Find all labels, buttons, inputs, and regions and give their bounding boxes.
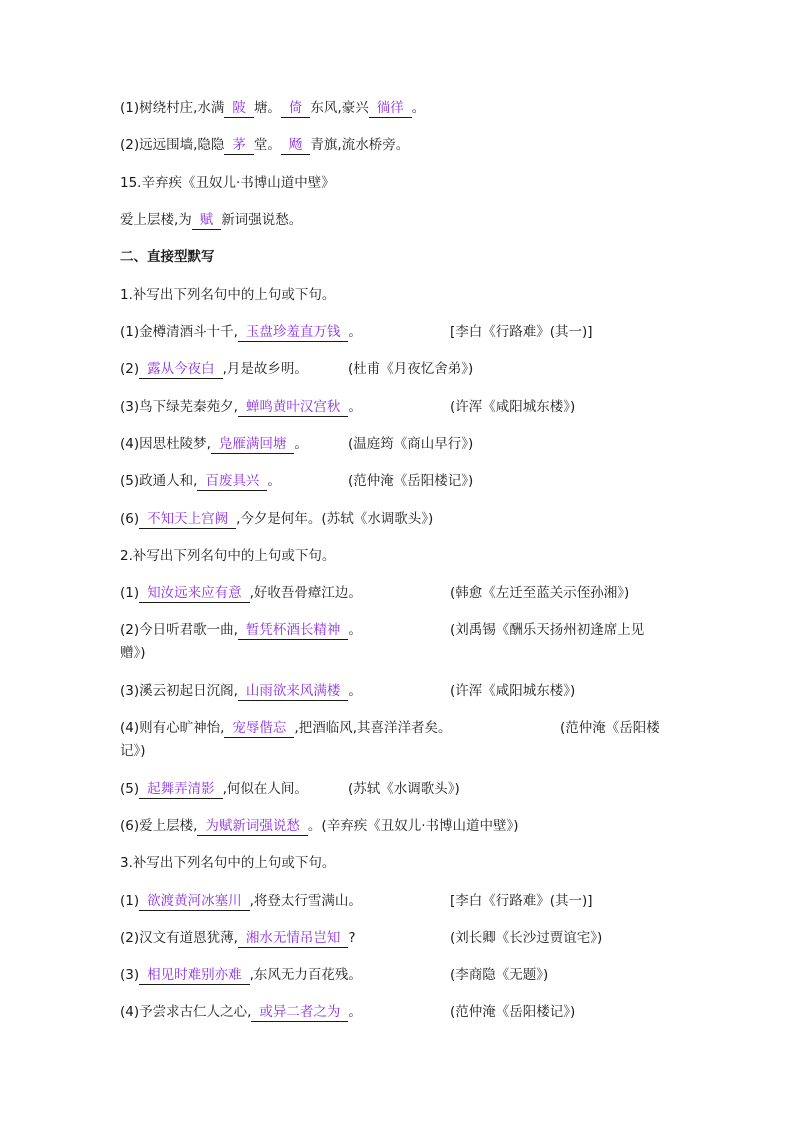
text: 东风,豪兴 — [310, 100, 369, 116]
source-citation: (温庭筠《商山早行》) — [348, 436, 474, 452]
question-title: 2.补写出下列名句中的上句或下句。 — [120, 548, 336, 564]
source-citation: (范仲淹《岳阳楼 — [560, 720, 660, 736]
answer-blank: 蝉鸣黄叶汉宫秋 — [238, 398, 349, 417]
source-citation: (许浑《咸阳城东楼》) — [450, 399, 576, 415]
question-item — [120, 321, 680, 343]
section-heading: 二、直接型默写 — [120, 249, 215, 265]
text: ,今夕是何年。 — [236, 511, 322, 527]
answer-blank: 凫雁满回塘 — [211, 435, 295, 454]
text: (5)政通人和, — [120, 473, 198, 489]
question-item — [120, 927, 680, 949]
text: 新词强说愁。 — [221, 212, 303, 228]
source-citation: (杜甫《月夜忆舍弟》) — [348, 361, 474, 377]
answer-blank: 露从今夜白 — [139, 360, 223, 379]
poem-line-3 — [120, 209, 680, 231]
answer-blank: 飏 — [281, 136, 311, 155]
answer-blank: 倚 — [281, 99, 311, 118]
question-item-continued: 赠》) — [120, 645, 146, 661]
text: 爱上层楼,为 — [120, 212, 192, 228]
question-title: 1.补写出下列名句中的上句或下句。 — [120, 287, 336, 303]
text: (2) — [120, 361, 140, 377]
answer-blank: 起舞弄清影 — [139, 780, 223, 799]
question-item — [120, 508, 680, 530]
answer-blank: 赋 — [192, 211, 222, 230]
question-item — [120, 396, 680, 418]
answer-blank: 陂 — [224, 99, 254, 118]
text: (6)爱上层楼, — [120, 818, 198, 834]
source-citation: (刘禹锡《酬乐天扬州初逢席上见 — [450, 622, 645, 638]
text: 。 — [348, 1004, 362, 1020]
text: 。 — [348, 622, 362, 638]
source-citation: (许浑《咸阳城东楼》) — [450, 683, 576, 699]
text: (6) — [120, 511, 140, 527]
source-citation: [李白《行路难》(其一)] — [450, 893, 593, 909]
text: ,东风无力百花残。 — [249, 967, 362, 983]
poem-line-1 — [120, 97, 680, 119]
text: (1) — [120, 893, 140, 909]
answer-blank: 知汝远来应有意 — [139, 584, 250, 603]
answer-blank: 为赋新词强说愁 — [197, 817, 308, 836]
text: (2)今日听君歌一曲, — [120, 622, 238, 638]
text: (1)树绕村庄,水满 — [120, 100, 225, 116]
text: 。 — [307, 818, 322, 834]
question-item — [120, 890, 680, 912]
question-item — [120, 778, 680, 800]
answer-blank: 茅 — [224, 136, 254, 155]
answer-blank: 玉盘珍羞直万钱 — [238, 323, 349, 342]
question-item — [120, 1001, 680, 1023]
text: ,何似在人间。 — [222, 781, 308, 797]
text: 青旗,流水桥旁。 — [310, 137, 410, 153]
source-citation: [李白《行路难》(其一)] — [450, 324, 593, 340]
question-item — [120, 717, 680, 739]
source-citation: (韩愈《左迁至蓝关示侄孙湘》) — [450, 585, 630, 601]
text: (4)予尝求古仁人之心, — [120, 1004, 252, 1020]
answer-blank: 宠辱偕忘 — [224, 719, 294, 738]
question-item — [120, 964, 680, 986]
question-item — [120, 433, 680, 455]
question-title: 3.补写出下列名句中的上句或下句。 — [120, 855, 336, 871]
answer-blank: 不知天上宫阙 — [139, 510, 236, 529]
text: 塘。 — [253, 100, 281, 116]
text: (3) — [120, 967, 140, 983]
text: 堂。 — [253, 137, 281, 153]
text: (3)溪云初起日沉阁, — [120, 683, 238, 699]
text: 。 — [411, 100, 426, 116]
question-item — [120, 619, 680, 641]
question-item — [120, 680, 680, 702]
text: (3)鸟下绿芜秦苑夕, — [120, 399, 238, 415]
text: 。 — [267, 473, 281, 489]
text: (1)金樽清酒斗十千, — [120, 324, 238, 340]
answer-blank: 欲渡黄河冰塞川 — [139, 892, 250, 911]
poem-title-15: 15.辛弃疾《丑奴儿·书博山道中壁》 — [120, 175, 335, 191]
question-item-continued: 记》) — [120, 743, 146, 759]
answer-blank: 百废具兴 — [197, 472, 267, 491]
text: 。 — [348, 683, 362, 699]
text: 。 — [348, 399, 362, 415]
source-citation: (李商隐《无题》) — [450, 967, 549, 983]
answer-blank: 暂凭杯酒长精神 — [238, 621, 349, 640]
source-citation: (刘长卿《长沙过贾谊宅》) — [450, 930, 603, 946]
text: (5) — [120, 781, 140, 797]
text: (4)则有心旷神怡, — [120, 720, 225, 736]
text: ? — [348, 930, 356, 946]
source-citation: (辛弃疾《丑奴儿·书博山道中壁》) — [321, 818, 519, 834]
source-citation: (范仲淹《岳阳楼记》) — [348, 473, 474, 489]
answer-blank: 徜徉 — [369, 99, 412, 118]
text: ,将登太行雪满山。 — [249, 893, 362, 909]
text: 。 — [294, 436, 308, 452]
text: ,好收吾骨瘴江边。 — [249, 585, 362, 601]
answer-blank: 湘水无情吊岂知 — [238, 929, 349, 948]
poem-line-2 — [120, 134, 680, 156]
text: (1) — [120, 585, 140, 601]
source-citation: (范仲淹《岳阳楼记》) — [450, 1004, 576, 1020]
source-citation: (苏轼《水调歌头》) — [321, 511, 434, 527]
answer-blank: 相见时难别亦难 — [139, 966, 250, 985]
answer-blank: 或异二者之为 — [251, 1003, 348, 1022]
text: (4)因思杜陵梦, — [120, 436, 211, 452]
question-item — [120, 358, 680, 380]
question-item — [120, 470, 680, 492]
text: (2)汉文有道恩犹薄, — [120, 930, 238, 946]
text: 。 — [348, 324, 362, 340]
text: (2)远远围墙,隐隐 — [120, 137, 225, 153]
source-citation: (苏轼《水调歌头》) — [348, 781, 460, 797]
text: ,把酒临风,其喜洋洋者矣。 — [294, 720, 452, 736]
text: ,月是故乡明。 — [222, 361, 308, 377]
question-item — [120, 582, 680, 604]
question-item — [120, 815, 680, 837]
answer-blank: 山雨欲来风满楼 — [238, 682, 349, 701]
